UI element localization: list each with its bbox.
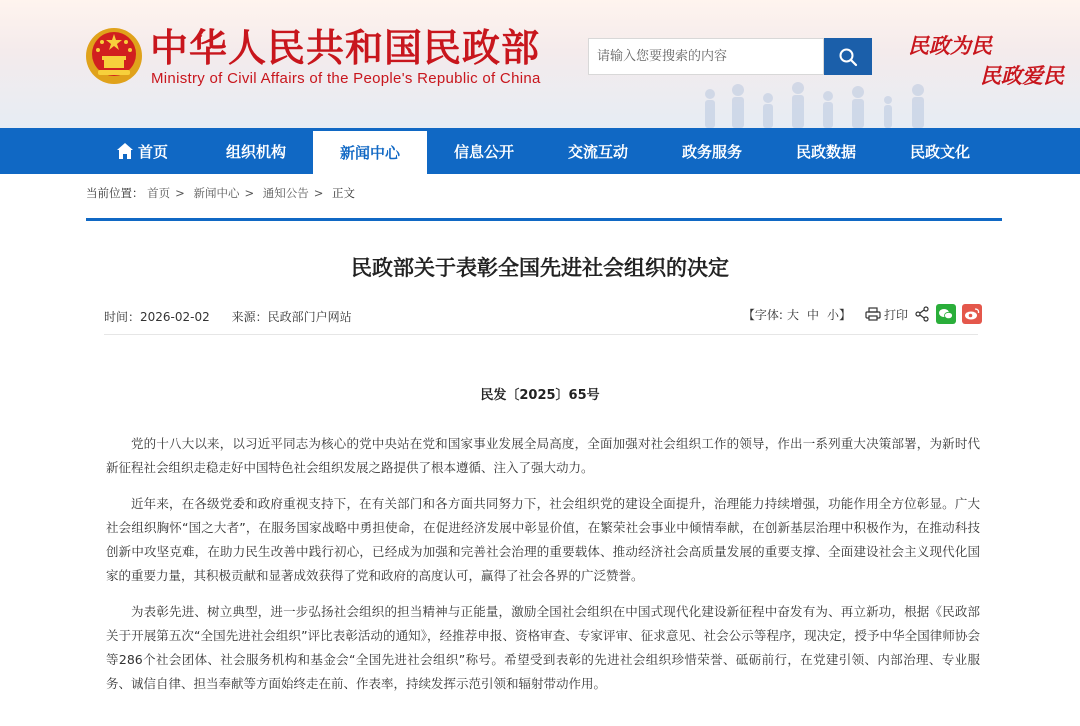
national-emblem-icon[interactable] bbox=[84, 26, 144, 86]
font-size-large[interactable]: 大 bbox=[786, 307, 799, 322]
article-paragraph-2: 近年来，在各级党委和政府重视支持下，在有关部门和各方面共同努力下，社会组织党的建设全面提升，治理能力持续增强，功能作用全方位彰显。广大社会组织胸怀“国之大者”，在服务国家战略中勇担使命，在促进经济发展中彰显价值，在繁荣社会事业中倾情奉献，在创新基层治理中积极作为，在推动科技创新中攻坚克难，在助力民生改善中践行初心，已经成为加强和完善社会治理的重要载体、推动经济社会高质量发展的重要支撑、全面建设社会主义现代化国家的重要力量，其积极贡献和显著成效获得了党和政府的高度认可，赢得了社会各界的广泛赞誉。 bbox=[106, 496, 980, 583]
font-size-label: 【字体: bbox=[742, 307, 783, 322]
article-paragraph-3: 为表彰先进、树立典型，进一步弘扬社会组织的担当精神与正能量，激励全国社会组织在中国式现代化建设新征程中奋发有为、再立新功，根据《民政部关于开展第五次“全国先进社会组织”评比表彰活动的通知》，经推荐申报、资格审查、专家评审、征求意见、社会公示等程序，现决定，授予中华全国律师协会等286个社会团体、社会服务机构和基金会“全国先进社会组织”称号。希望受到表彰的先进社会组织珍惜荣誉、砥砺前行，在党建引领、内部治理、专业服务、诚信自律、担当奉献等方面始终走在前、作表率，持续发挥示范引领和辐射带动作用。 bbox=[106, 604, 980, 691]
slogan-line2: 民政爱民 bbox=[980, 63, 1064, 88]
weibo-share-icon[interactable] bbox=[962, 304, 982, 324]
time-label: 时间： bbox=[104, 310, 141, 324]
article-meta bbox=[104, 308, 370, 325]
section-divider bbox=[86, 218, 1002, 221]
source bbox=[232, 310, 352, 324]
wechat-share-icon[interactable] bbox=[936, 304, 956, 324]
home-icon bbox=[116, 142, 134, 160]
breadcrumb: 当前位置： 首页 > 新闻中心 > 通知公告 > 正文 bbox=[86, 186, 356, 200]
slogan-line1: 民政为民 bbox=[908, 33, 992, 58]
breadcrumb-prefix: 当前位置： bbox=[86, 186, 144, 200]
printer-icon bbox=[865, 307, 881, 321]
crowd-silhouette-decoration bbox=[690, 80, 950, 128]
document-number: 民发〔2025〕65号 bbox=[480, 388, 600, 403]
font-size-medium[interactable]: 中 bbox=[806, 307, 819, 322]
nav-item-home[interactable] bbox=[85, 128, 199, 174]
nav-item-info-disclosure[interactable]: 信息公开 bbox=[453, 142, 514, 161]
breadcrumb-current: 正文 bbox=[332, 186, 356, 200]
nav-item-interaction[interactable]: 交流互动 bbox=[567, 142, 628, 161]
breadcrumb-news[interactable]: 新闻中心 bbox=[193, 186, 240, 200]
site-logo-en[interactable]: Ministry of Civil Affairs of the People's Republic of China bbox=[151, 70, 541, 87]
nav-item-organization[interactable]: 组织机构 bbox=[225, 142, 286, 161]
search-button[interactable] bbox=[824, 38, 872, 75]
print-label: 打印 bbox=[883, 307, 908, 322]
main-nav bbox=[0, 128, 1080, 174]
breadcrumb-home[interactable]: 首页 bbox=[147, 186, 171, 200]
article-title: 民政部关于表彰全国先进社会组织的决定 bbox=[351, 256, 729, 280]
search-icon bbox=[838, 47, 858, 67]
nav-item-news[interactable]: 新闻中心 bbox=[313, 128, 427, 174]
nav-item-data[interactable]: 民政数据 bbox=[795, 142, 856, 161]
search-input[interactable] bbox=[588, 38, 824, 75]
article-paragraph-1: 党的十八大以来，以习近平同志为核心的党中央站在党和国家事业发展全局高度，全面加强对社会组织工作的领导，作出一系列重大决策部署，为新时代新征程社会组织走稳走好中国特色社会组织发展之路提供了根本遵循、注入了强大动力。 bbox=[106, 436, 980, 475]
breadcrumb-notices[interactable]: 通知公告 bbox=[262, 186, 309, 200]
share-icon[interactable] bbox=[914, 306, 930, 322]
publish-time bbox=[104, 310, 210, 324]
site-header bbox=[0, 0, 1080, 128]
article-body bbox=[106, 432, 980, 708]
meta-divider bbox=[104, 334, 978, 335]
site-logo-cn[interactable]: 中华人民共和国民政部 bbox=[150, 25, 541, 70]
nav-item-label: 首页 bbox=[137, 142, 168, 161]
nav-item-culture[interactable]: 民政文化 bbox=[909, 142, 970, 161]
source-label: 来源： bbox=[231, 310, 268, 324]
nav-item-services[interactable]: 政务服务 bbox=[681, 142, 742, 161]
font-size-small[interactable]: 小】 bbox=[826, 307, 851, 322]
time-value: 2026-02-02 bbox=[140, 310, 210, 324]
article-tools bbox=[743, 304, 982, 324]
print-button[interactable] bbox=[865, 306, 908, 323]
source-value: 民政部门户网站 bbox=[267, 310, 352, 324]
